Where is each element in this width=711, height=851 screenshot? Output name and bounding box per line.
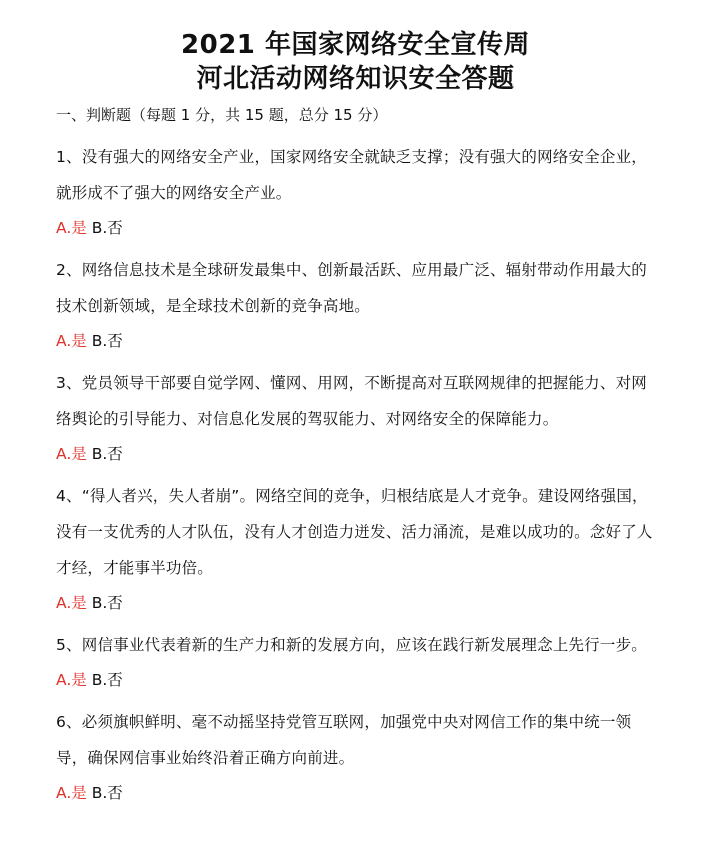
- title-line-1: 2021 年国家网络安全宣传周: [181, 30, 530, 60]
- question-1: [56, 139, 655, 239]
- option-b: B.否: [91, 594, 123, 612]
- option-a-selected: A.是: [56, 332, 87, 350]
- title-line-2: 河北活动网络知识安全答题: [196, 64, 515, 94]
- answer-options: [56, 669, 655, 691]
- question-4: [56, 478, 655, 614]
- answer-options: [56, 217, 655, 239]
- question-text: 5、网信事业代表着新的生产力和新的发展方向，应该在践行新发展理念上先行一步。: [56, 636, 647, 654]
- option-a-selected: A.是: [56, 594, 87, 612]
- option-b: B.否: [91, 784, 123, 802]
- answer-options: [56, 782, 655, 804]
- section-heading: 一、判断题（每题 1 分，共 15 题，总分 15 分）: [56, 106, 388, 124]
- option-b: B.否: [91, 671, 123, 689]
- question-text: 3、党员领导干部要自觉学网、懂网、用网，不断提高对互联网规律的把握能力、对网络舆论的引导能力、对信息化发展的驾驭能力、对网络安全的保障能力。: [56, 374, 647, 428]
- question-6: [56, 704, 655, 804]
- question-5: [56, 627, 655, 691]
- question-text: 6、必须旗帜鲜明、毫不动摇坚持党管互联网，加强党中央对网信工作的集中统一领导，确保网信事业始终沿着正确方向前进。: [56, 713, 632, 767]
- option-a-selected: A.是: [56, 445, 87, 463]
- document-title: [56, 28, 655, 96]
- question-text: 2、网络信息技术是全球研发最集中、创新最活跃、应用最广泛、辐射带动作用最大的技术创新领域，是全球技术创新的竞争高地。: [56, 261, 647, 315]
- option-a-selected: A.是: [56, 219, 87, 237]
- answer-options: [56, 443, 655, 465]
- question-2: [56, 252, 655, 352]
- option-b: B.否: [91, 219, 123, 237]
- option-a-selected: A.是: [56, 671, 87, 689]
- option-a-selected: A.是: [56, 784, 87, 802]
- answer-options: [56, 592, 655, 614]
- option-b: B.否: [91, 445, 123, 463]
- question-text: 1、没有强大的网络安全产业，国家网络安全就缺乏支撑；没有强大的网络安全企业，就形成不了强大的网络安全产业。: [56, 148, 647, 202]
- question-text: 4、“得人者兴，失人者崩”。网络空间的竞争，归根结底是人才竞争。建设网络强国，没有一支优秀的人才队伍，没有人才创造力迸发、活力涌流，是难以成功的。念好了人才经，才能事半功倍。: [56, 487, 653, 577]
- option-b: B.否: [91, 332, 123, 350]
- answer-options: [56, 330, 655, 352]
- question-3: [56, 365, 655, 465]
